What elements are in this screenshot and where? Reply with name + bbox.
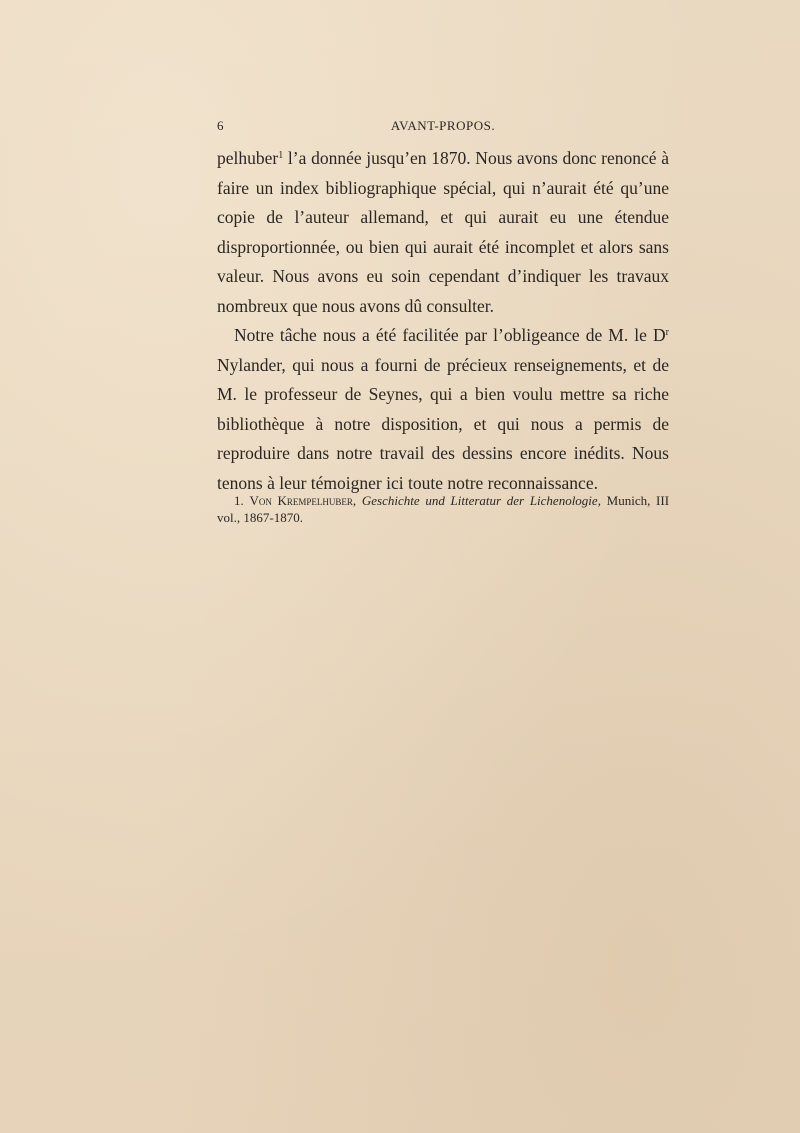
page-number: 6: [217, 118, 224, 133]
footnote: [217, 492, 669, 526]
footnote-number: 1.: [234, 493, 244, 508]
body-text: [217, 144, 669, 498]
page-header: [217, 118, 669, 138]
footnote-author: Von Krempelhuber,: [249, 493, 357, 508]
running-head: AVANT-PROPOS.: [390, 118, 496, 133]
paragraph-2-start: Notre tâche nous a été facilitée par l’obligeance de M. le D: [234, 325, 666, 345]
paragraph-1-start: pelhuber: [217, 148, 279, 168]
paragraph-2: [217, 321, 669, 498]
title-abbreviation-sup: r: [665, 327, 669, 338]
footnote-reference: 1: [278, 150, 284, 161]
footnote-rest: Munich, III vol., 1867-1870.: [217, 493, 670, 525]
footnote-title: Geschichte und Litteratur der Lichenologie,: [361, 493, 601, 508]
paragraph-1-rest: l’a donnée jusqu’en 1870. Nous avons donc renoncé à faire un index bibliographique spécial, qui n’aurait été qu’une copie de l’auteur allemand, et qui aurait eu une étendue disproportionnée, ou bien qui aurait été incomplet et alors sans valeur. Nous avons eu soin cependant d’indiquer les travaux nombreux que nous avons dû consulter.: [217, 148, 669, 316]
paragraph-2-rest: Nylander, qui nous a fourni de précieux renseignements, et de M. le professeur de Seynes, qui a bien voulu mettre sa riche bibliothèque à notre disposition, et qui nous a permis de reproduire dans notre travail des dessins encore inédits. Nous tenons à leur témoigner ici toute notre reconnaissance.: [217, 354, 669, 493]
paragraph-1: [217, 144, 669, 321]
